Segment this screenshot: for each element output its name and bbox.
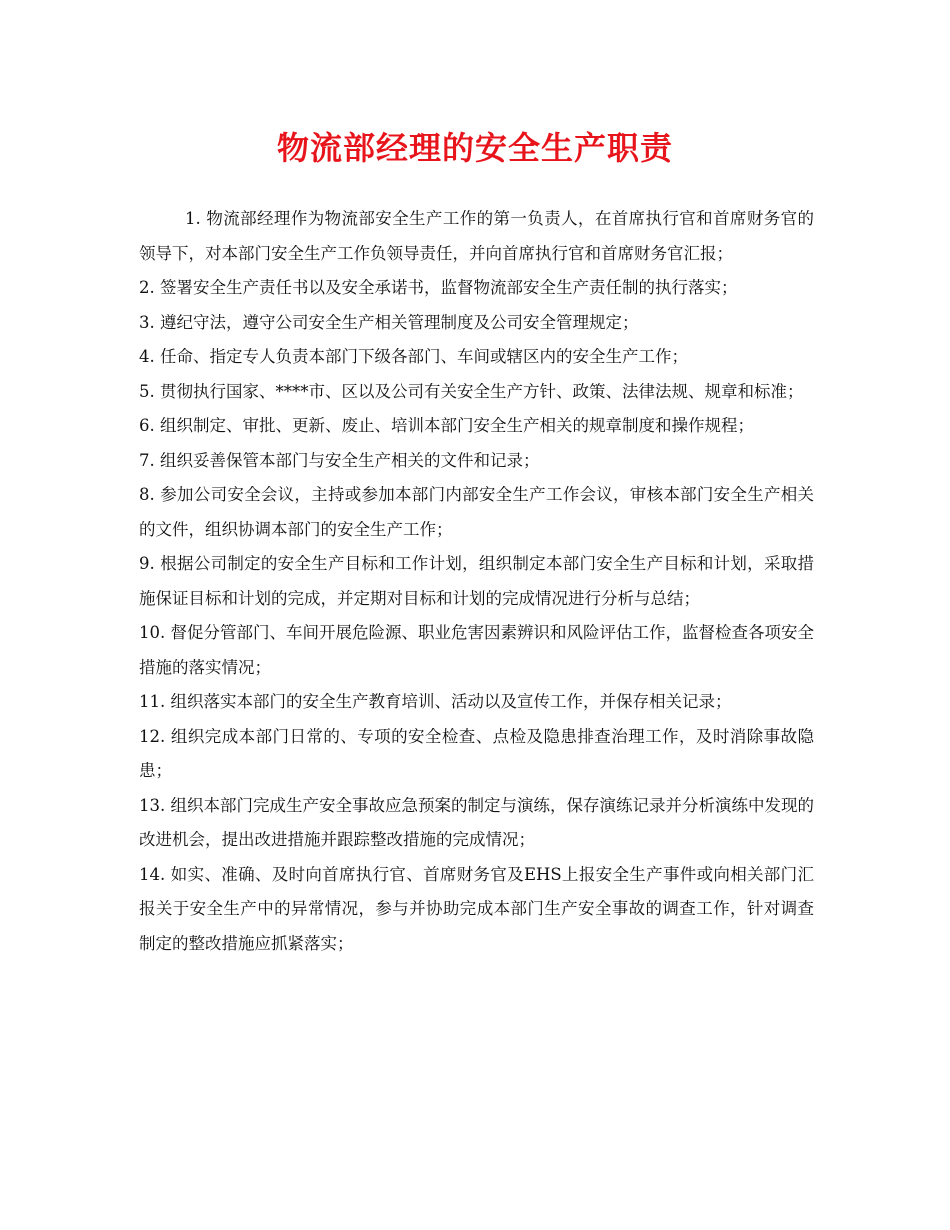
list-item: 7. 组织妥善保管本部门与安全生产相关的文件和记录； — [139, 450, 540, 470]
list-item: 3. 遵纪守法，遵守公司安全生产相关管理制度及公司安全管理规定； — [139, 312, 639, 332]
page-title: 物流部经理的安全生产职责 — [276, 129, 673, 167]
list-item: 14. 如实、准确、及时向首席执行官、首席财务官及EHS上报安全生产事件或向相关部门汇报关于安全生产中的异常情况，参与并协助完成本部门生产安全事故的调查工作，针对调查制定的整改措施应抓紧落实； — [139, 864, 814, 953]
list-item: 2. 签署安全生产责任书以及安全承诺书，监督物流部安全生产责任制的执行落实； — [139, 278, 738, 297]
list-item: 10. 督促分管部门、车间开展危险源、职业危害因素辨识和风险评估工作，监督检查各项安全措施的落实情况； — [139, 623, 814, 677]
list-item: 8. 参加公司安全会议，主持或参加本部门内部安全生产工作会议，审核本部门安全生产相关的文件，组织协调本部门的安全生产工作； — [139, 485, 814, 539]
list-item: 13. 组织本部门完成生产安全事故应急预案的制定与演练，保存演练记录并分析演练中发现的改进机会，提出改进措施并跟踪整改措施的完成情况； — [139, 795, 814, 849]
list-item: 9. 根据公司制定的安全生产目标和工作计划，组织制定本部门安全生产目标和计划，采取措施保证目标和计划的完成，并定期对目标和计划的完成情况进行分析与总结； — [139, 554, 814, 608]
list-item: 1. 物流部经理作为物流部安全生产工作的第一负责人，在首席执行官和首席财务官的领导下，对本部门安全生产工作负领导责任，并向首席执行官和首席财务官汇报； — [139, 209, 814, 263]
list-item: 4. 任命、指定专人负责本部门下级各部门、车间或辖区内的安全生产工作； — [139, 347, 688, 366]
list-item: 5. 贯彻执行国家、****市、区以及公司有关安全生产方针、政策、法律法规、规章和标准； — [139, 381, 804, 401]
list-item: 11. 组织落实本部门的安全生产教育培训、活动以及宣传工作，并保存相关记录； — [139, 692, 732, 711]
list-item: 12. 组织完成本部门日常的、专项的安全检查、点检及隐患排查治理工作，及时消除事故隐患； — [139, 726, 814, 780]
document-body — [139, 202, 814, 961]
list-item: 6. 组织制定、审批、更新、废止、培训本部门安全生产相关的规章制度和操作规程； — [139, 416, 754, 435]
